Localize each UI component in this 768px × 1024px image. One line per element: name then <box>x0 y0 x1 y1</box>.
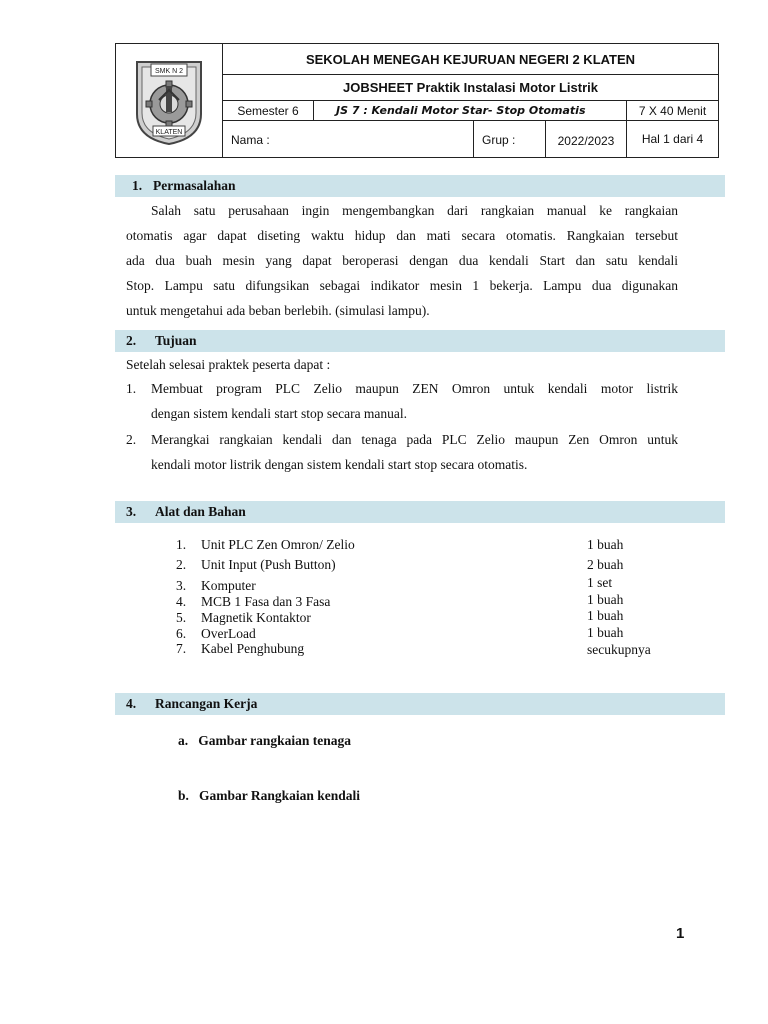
page-number: 1 <box>676 925 685 942</box>
material-qty: 1 set <box>587 575 613 590</box>
material-number: 2. <box>176 557 187 572</box>
material-number: 4. <box>176 594 187 609</box>
school-logo <box>133 56 205 146</box>
section-header-tujuan <box>115 330 725 352</box>
tujuan-item-2 <box>151 427 678 477</box>
material-qty: 2 buah <box>587 557 624 572</box>
section-header-permasalahan <box>115 175 725 197</box>
list-item-line: Merangkai rangkaian kendali dan tenaga pada PLC Zelio maupun Zen Omron untuk <box>151 432 678 447</box>
material-name: Magnetik Kontaktor <box>201 610 311 625</box>
material-number: 6. <box>176 626 187 641</box>
academic-year: 2022/2023 <box>546 121 627 157</box>
material-qty: 1 buah <box>587 537 624 552</box>
material-name: Kabel Penghubung <box>201 641 305 656</box>
section-header-alat-bahan <box>115 501 725 523</box>
duration: 7 X 40 Menit <box>627 101 718 121</box>
subsection-rangkaian-kendali: b. Gambar Rangkaian kendali <box>178 788 361 803</box>
page-info: Hal 1 dari 4 <box>641 132 704 146</box>
paragraph-line: ada dua buah mesin yang dapat beroperasi dengan dua kendali Start dan satu kendali <box>126 253 678 268</box>
material-name: MCB 1 Fasa dan 3 Fasa <box>201 594 331 609</box>
section-number: 4. <box>126 696 137 711</box>
grup-field: Grup : <box>474 121 546 157</box>
material-qty: 1 buah <box>587 625 624 640</box>
list-item-line: Membuat program PLC Zelio maupun ZEN Omron untuk kendali motor listrik <box>151 381 678 396</box>
subsection-rangkaian-tenaga: a. Gambar rangkaian tenaga <box>178 733 352 748</box>
list-number: 2. <box>126 432 137 447</box>
tujuan-intro: Setelah selesai praktek peserta dapat : <box>126 357 331 372</box>
jobsheet-title <box>223 75 718 101</box>
material-qty: secukupnya <box>587 642 651 657</box>
paragraph-line: Stop. Lampu satu difungsikan sebagai indikator mesin 1 bekerja. Lampu dua digunakan <box>126 278 678 293</box>
paragraph-line: Salah satu perusahaan ingin mengembangkan dari rangkaian manual ke rangkaian <box>151 203 678 218</box>
header-table <box>115 43 719 158</box>
paragraph-line: otomatis agar dapat diseting waktu hidup dan mati secara otomatis. Rangkaian tersebut <box>126 228 678 243</box>
section-title: Permasalahan <box>153 178 236 193</box>
section-number: 2. <box>126 333 137 348</box>
jobsheet-subject: Praktik Instalasi Motor Listrik <box>413 80 599 95</box>
nama-field: Nama : <box>223 121 474 157</box>
material-name: OverLoad <box>201 626 256 641</box>
material-number: 5. <box>176 610 187 625</box>
material-name: Unit Input (Push Button) <box>201 557 336 572</box>
section-title: Tujuan <box>155 333 197 348</box>
js-title: JS 7 : Kendali Motor Star- Stop Otomatis <box>314 101 627 121</box>
tujuan-item-1 <box>151 376 678 426</box>
section-header-rancangan-kerja <box>115 693 725 715</box>
material-name: Unit PLC Zen Omron/ Zelio <box>201 537 355 552</box>
paragraph-line: untuk mengetahui ada beban berlebih. (simulasi lampu). <box>126 303 430 318</box>
material-qty: 1 buah <box>587 608 624 623</box>
section-number: 3. <box>126 504 137 519</box>
material-qty: 1 buah <box>587 592 624 607</box>
material-number: 7. <box>176 641 187 656</box>
section-title: Rancangan Kerja <box>155 696 258 711</box>
list-number: 1. <box>126 381 137 396</box>
svg-text:KLATEN: KLATEN <box>155 128 183 136</box>
list-item-line: dengan sistem kendali start stop secara manual. <box>151 406 408 421</box>
material-number: 1. <box>176 537 187 552</box>
semester: Semester 6 <box>223 101 314 121</box>
material-number: 3. <box>176 578 187 593</box>
jobsheet-label: JOBSHEET <box>342 80 414 95</box>
svg-text:SMK N 2: SMK N 2 <box>154 67 184 75</box>
material-name: Komputer <box>201 578 256 593</box>
section-title: Alat dan Bahan <box>155 504 246 519</box>
list-item-line: kendali motor listrik dengan sistem kendali start stop secara otomatis. <box>151 457 528 472</box>
section-number: 1. <box>132 178 143 193</box>
school-name: SEKOLAH MENEGAH KEJURUAN NEGERI 2 KLATEN <box>223 44 718 75</box>
school-logo-cell <box>116 44 223 157</box>
permasalahan-paragraph <box>126 198 678 323</box>
